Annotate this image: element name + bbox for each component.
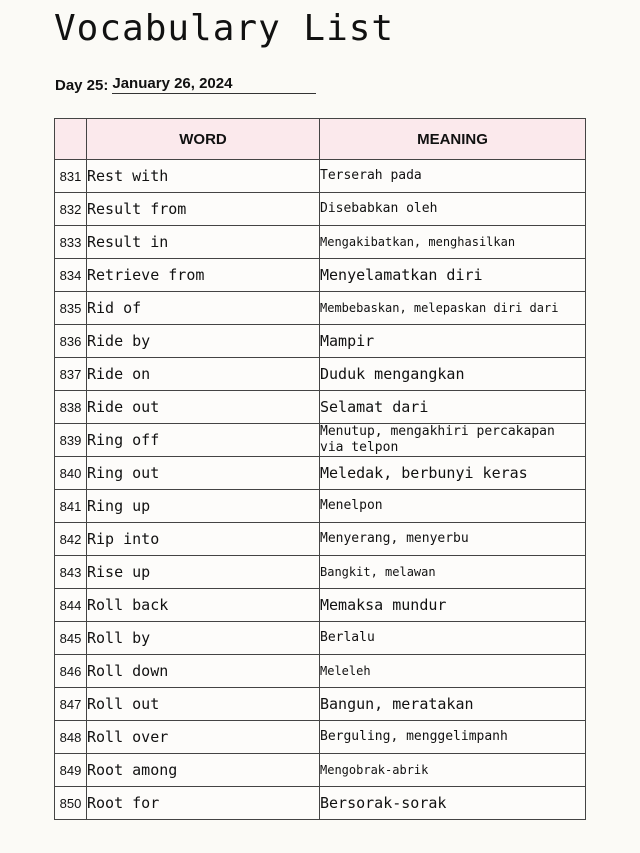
row-word: Roll down — [87, 655, 320, 688]
row-number: 831 — [55, 160, 87, 193]
row-word: Ride on — [87, 358, 320, 391]
row-meaning: Memaksa mundur — [320, 589, 586, 622]
row-meaning: Mampir — [320, 325, 586, 358]
row-meaning: Berguling, menggelimpanh — [320, 721, 586, 754]
row-meaning: Meledak, berbunyi keras — [320, 457, 586, 490]
table-row — [55, 622, 586, 655]
row-meaning: Terserah pada — [320, 160, 586, 193]
row-meaning: Berlalu — [320, 622, 586, 655]
row-number: 843 — [55, 556, 87, 589]
table-row — [55, 391, 586, 424]
row-meaning: Mengakibatkan, menghasilkan — [320, 226, 586, 259]
header-word: WORD — [87, 119, 320, 160]
row-word: Rest with — [87, 160, 320, 193]
row-word: Ring up — [87, 490, 320, 523]
row-number: 849 — [55, 754, 87, 787]
row-meaning: Bangun, meratakan — [320, 688, 586, 721]
row-meaning: Menyerang, menyerbu — [320, 523, 586, 556]
day-label: Day 25: — [55, 77, 109, 94]
table-row — [55, 457, 586, 490]
row-word: Rid of — [87, 292, 320, 325]
row-meaning: Selamat dari — [320, 391, 586, 424]
row-word: Rise up — [87, 556, 320, 589]
row-number: 840 — [55, 457, 87, 490]
row-word: Root among — [87, 754, 320, 787]
row-word: Rip into — [87, 523, 320, 556]
table-row — [55, 193, 586, 226]
row-number: 835 — [55, 292, 87, 325]
row-number: 834 — [55, 259, 87, 292]
row-word: Result in — [87, 226, 320, 259]
table-row — [55, 226, 586, 259]
row-number: 847 — [55, 688, 87, 721]
row-number: 842 — [55, 523, 87, 556]
row-number: 845 — [55, 622, 87, 655]
row-word: Result from — [87, 193, 320, 226]
row-meaning: Mengobrak-abrik — [320, 754, 586, 787]
row-word: Ring off — [87, 424, 320, 457]
row-word: Root for — [87, 787, 320, 820]
row-number: 848 — [55, 721, 87, 754]
row-meaning: Menelpon — [320, 490, 586, 523]
row-number: 850 — [55, 787, 87, 820]
table-row — [55, 292, 586, 325]
row-word: Ring out — [87, 457, 320, 490]
row-meaning: Membebaskan, melepaskan diri dari — [320, 292, 586, 325]
row-number: 846 — [55, 655, 87, 688]
row-number: 833 — [55, 226, 87, 259]
table-row — [55, 754, 586, 787]
row-number: 837 — [55, 358, 87, 391]
row-word: Roll out — [87, 688, 320, 721]
row-number: 832 — [55, 193, 87, 226]
row-number: 838 — [55, 391, 87, 424]
table-row — [55, 259, 586, 292]
day-date: January 26, 2024 — [112, 75, 316, 94]
table-row — [55, 589, 586, 622]
table-row — [55, 523, 586, 556]
day-row — [55, 72, 316, 94]
row-meaning: Menyelamatkan diri — [320, 259, 586, 292]
row-number: 844 — [55, 589, 87, 622]
row-meaning: Disebabkan oleh — [320, 193, 586, 226]
row-word: Roll by — [87, 622, 320, 655]
row-meaning: Duduk mengangkan — [320, 358, 586, 391]
table-row — [55, 787, 586, 820]
row-word: Retrieve from — [87, 259, 320, 292]
vocabulary-table — [54, 118, 586, 820]
table-row — [55, 325, 586, 358]
row-meaning: Menutup, mengakhiri percakapan via telpon — [320, 424, 586, 457]
row-meaning: Meleleh — [320, 655, 586, 688]
table-row — [55, 721, 586, 754]
table-row — [55, 655, 586, 688]
row-meaning: Bersorak-sorak — [320, 787, 586, 820]
header-number — [55, 119, 87, 160]
row-word: Ride by — [87, 325, 320, 358]
row-number: 841 — [55, 490, 87, 523]
row-number: 836 — [55, 325, 87, 358]
table-header-row — [55, 119, 586, 160]
row-word: Roll back — [87, 589, 320, 622]
table-row — [55, 490, 586, 523]
page-title: Vocabulary List — [54, 8, 395, 49]
row-meaning: Bangkit, melawan — [320, 556, 586, 589]
row-word: Ride out — [87, 391, 320, 424]
table-row — [55, 358, 586, 391]
header-meaning: MEANING — [320, 119, 586, 160]
row-word: Roll over — [87, 721, 320, 754]
table-row — [55, 688, 586, 721]
row-number: 839 — [55, 424, 87, 457]
table-row — [55, 556, 586, 589]
table-row — [55, 424, 586, 457]
table-row — [55, 160, 586, 193]
